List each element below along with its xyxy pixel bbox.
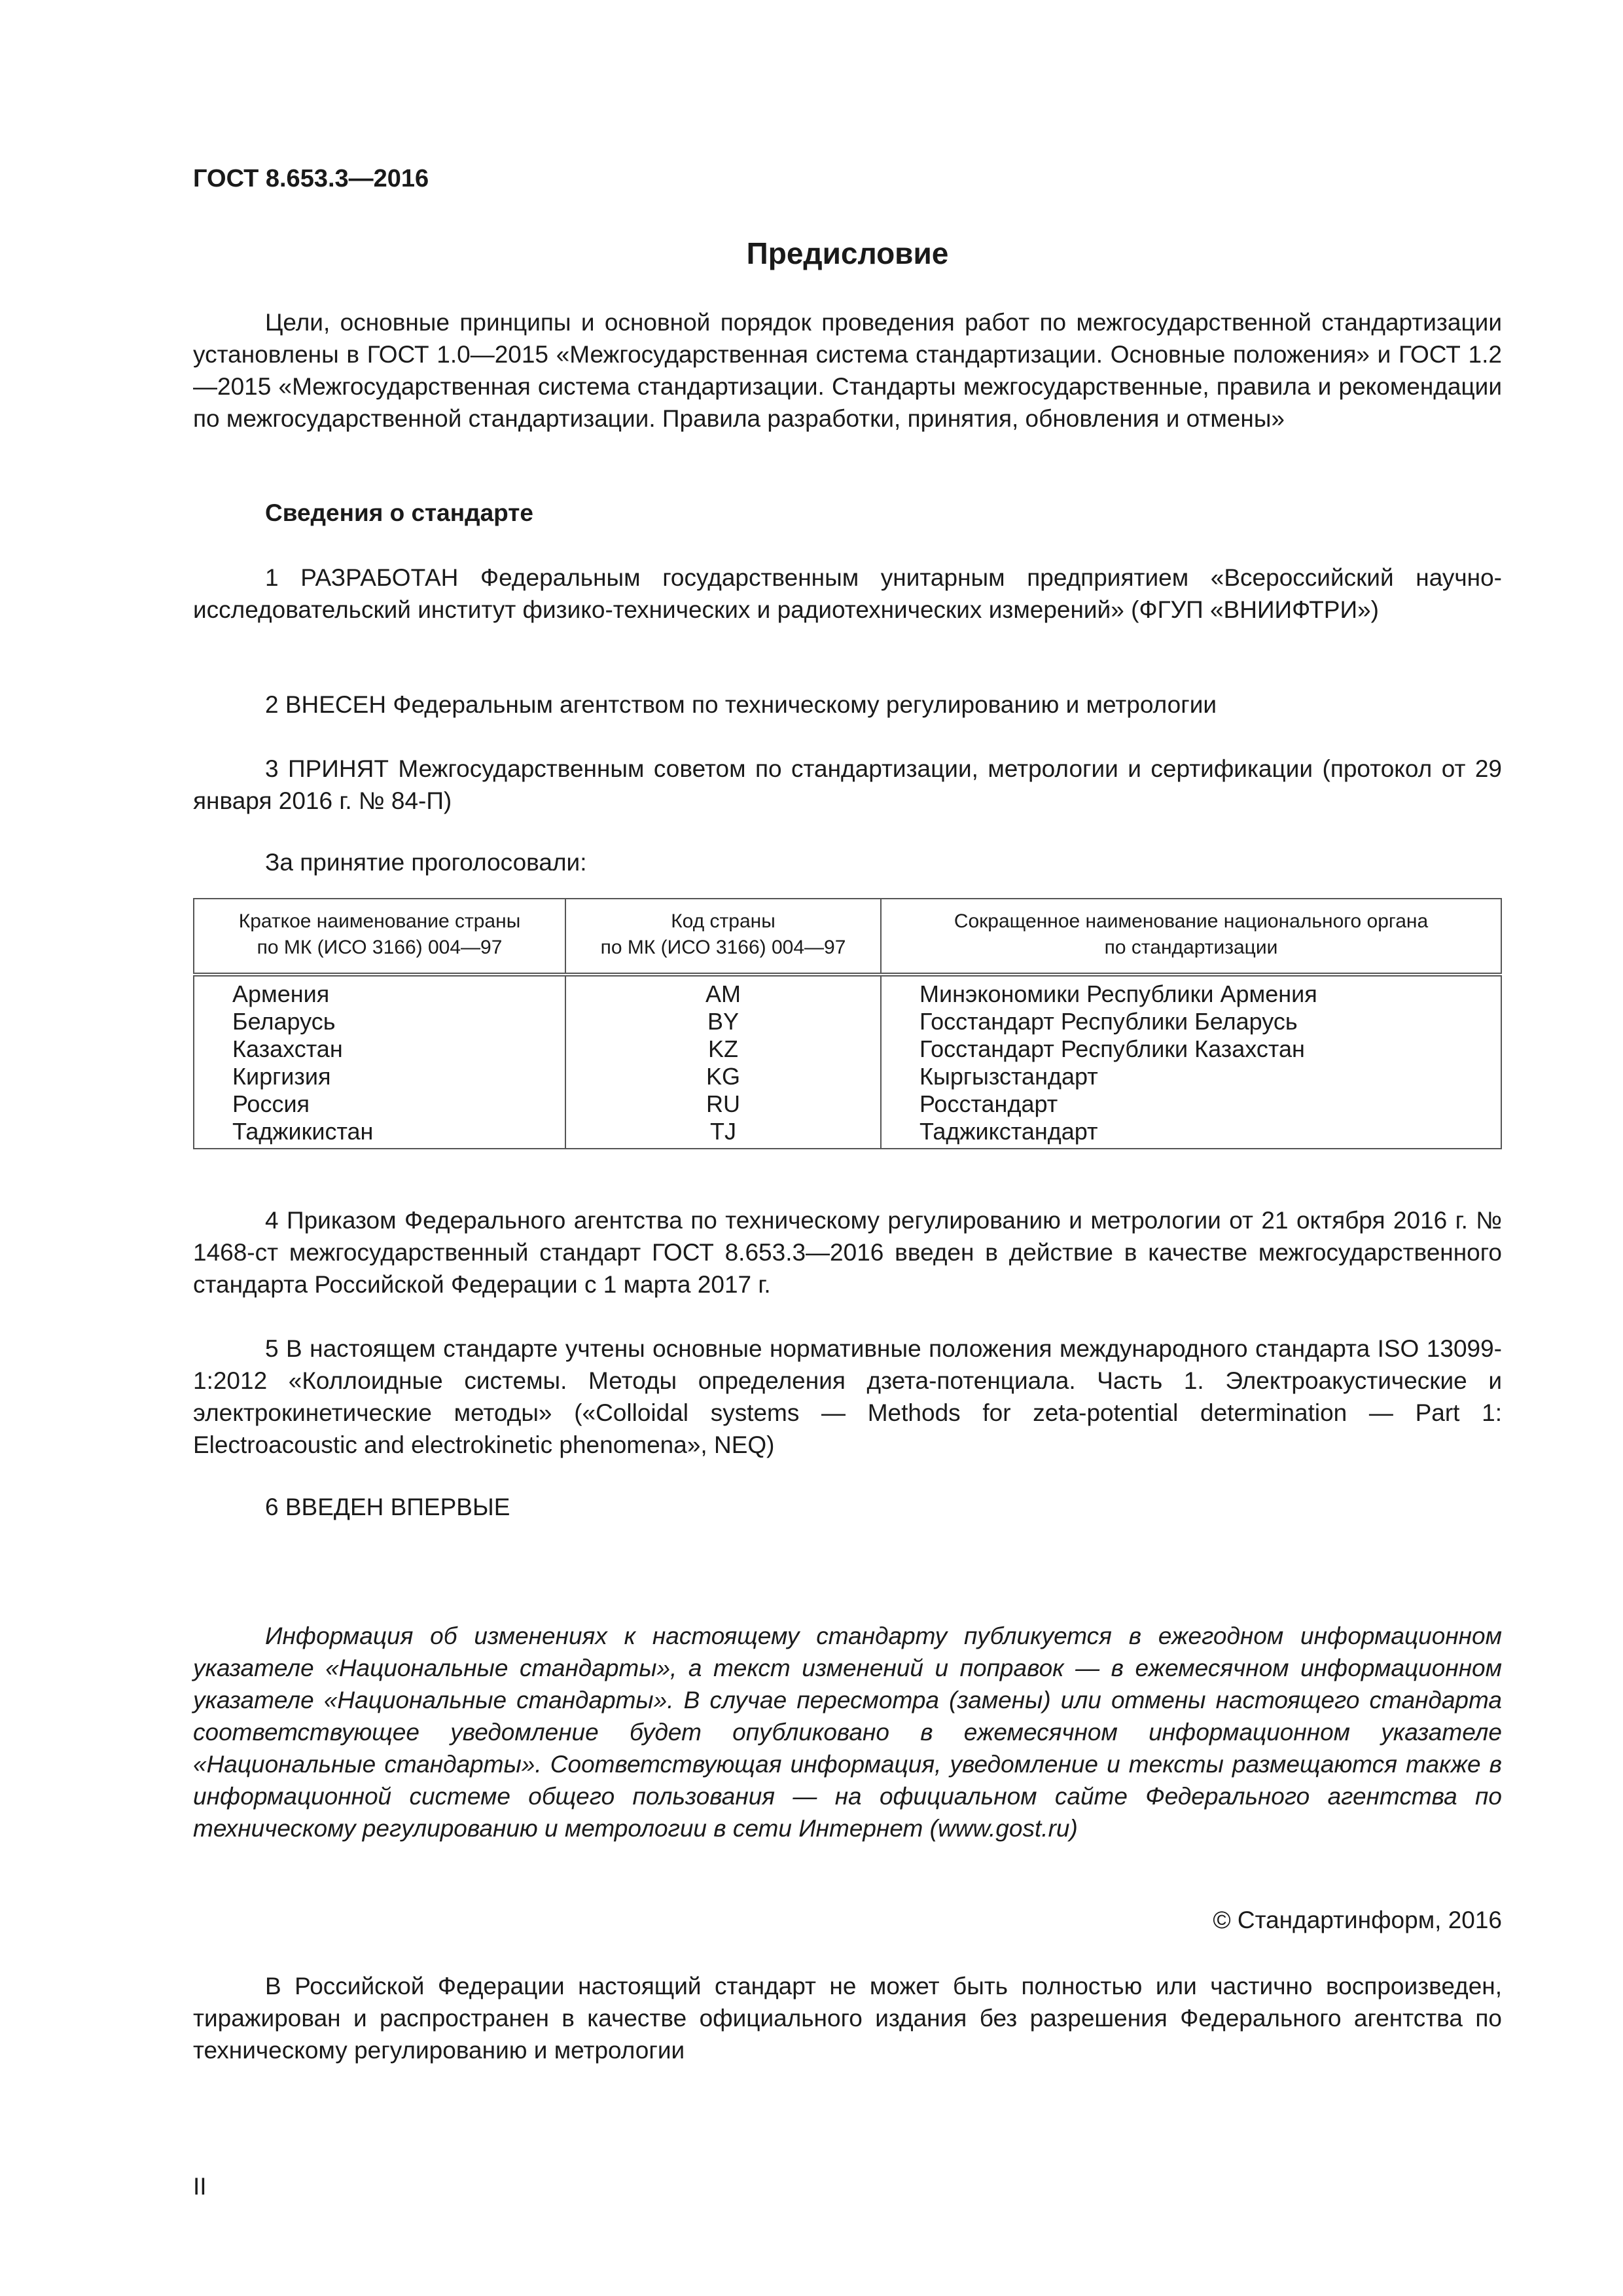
cell-code: KZ <box>565 1035 881 1063</box>
page-title: Предисловие <box>746 236 949 270</box>
table-header-row <box>194 899 1501 975</box>
info-heading: Сведения о стандарте <box>265 499 533 526</box>
cell-country: Беларусь <box>194 1008 565 1035</box>
cell-code: AM <box>565 975 881 1008</box>
cell-country: Армения <box>194 975 565 1008</box>
item-4: 4 Приказом Федерального агентства по техническому регулированию и метрологии от 21 октября 2016 г. № 1468-ст межгосударственный стандарт ГОСТ 8.653.3—2016 введен в действие в качестве межгосударственного стандарта Российской Федерации с 1 марта 2017 г. <box>193 1207 1502 1298</box>
cell-code: BY <box>565 1008 881 1035</box>
cell-body: Госстандарт Республики Беларусь <box>881 1008 1501 1035</box>
table-row <box>194 1063 1501 1090</box>
table-row <box>194 1035 1501 1063</box>
cell-body: Минэкономики Республики Армения <box>881 975 1501 1008</box>
vote-intro: За принятие проголосовали: <box>265 849 587 876</box>
cell-code: KG <box>565 1063 881 1090</box>
copyright: © Стандартинформ, 2016 <box>1213 1907 1502 1933</box>
item-1: 1 РАЗРАБОТАН Федеральным государственным унитарным предприятием «Всероссийский научно-исследовательский институт физико-технических и радиотехнических измерений» (ФГУП «ВНИИФТРИ») <box>193 564 1502 623</box>
page-number: II <box>193 2173 207 2200</box>
reproduction-restriction: В Российской Федерации настоящий стандарт не может быть полностью или частично воспроизведен, тиражирован и распространен в качестве официального издания без разрешения Федерального агентства по техническому регулированию и метрологии <box>193 1973 1502 2064</box>
changes-notice: Информация об изменениях к настоящему стандарту публикуется в ежегодном информационном указателе «Национальные стандарты», а текст изменений и поправок — в ежемесячном информационном указателе «Национальные стандарты». В случае пересмотра (замены) или отмены настоящего стандарта соответствующее уведомление будет опубликовано в ежемесячном информационном указателе «Национальные стандарты». Соответствующая информация, уведомление и тексты размещаются также в информационной системе общего пользования — на официальном сайте Федерального агентства по техническому регулированию и метрологии в сети Интернет (www.gost.ru) <box>193 1623 1502 1842</box>
cell-country: Таджикистан <box>194 1118 565 1149</box>
member-states-table <box>193 898 1502 1149</box>
cell-body: Госстандарт Республики Казахстан <box>881 1035 1501 1063</box>
cell-country: Киргизия <box>194 1063 565 1090</box>
intro-paragraph: Цели, основные принципы и основной порядок проведения работ по межгосударственной стандартизации установлены в ГОСТ 1.0—2015 «Межгосударственная система стандартизации. Основные положения» и ГОСТ 1.2—2015 «Межгосударственная система стандартизации. Стандарты межгосударственные, правила и рекомендации по межгосударственной стандартизации. Правила разработки, принятия, обновления и отмены» <box>193 309 1502 432</box>
cell-country: Казахстан <box>194 1035 565 1063</box>
column-header-body: Сокращенное наименование национального органа по стандартизации <box>881 899 1501 975</box>
cell-code: TJ <box>565 1118 881 1149</box>
cell-body: Таджикстандарт <box>881 1118 1501 1149</box>
item-2: 2 ВНЕСЕН Федеральным агентством по техническому регулированию и метрологии <box>265 691 1217 718</box>
cell-body: Кыргызстандарт <box>881 1063 1501 1090</box>
cell-body: Росстандарт <box>881 1090 1501 1118</box>
cell-code: RU <box>565 1090 881 1118</box>
item-5: 5 В настоящем стандарте учтены основные нормативные положения международного стандарта ISO 13099-1:2012 «Коллоидные системы. Методы определения дзета-потенциала. Часть 1. Электроакустические и электрокинетические методы» («Colloidal systems — Methods for zeta-potential determination — Part 1: Electroacoustic and electrokinetic phenomena», NEQ) <box>193 1335 1502 1458</box>
column-header-country: Краткое наименование страны по МК (ИСО 3166) 004—97 <box>194 899 565 975</box>
document-code: ГОСТ 8.653.3—2016 <box>193 165 429 192</box>
cell-country: Россия <box>194 1090 565 1118</box>
item-6: 6 ВВЕДЕН ВПЕРВЫЕ <box>265 1494 510 1520</box>
table-row <box>194 1008 1501 1035</box>
table-row <box>194 1090 1501 1118</box>
column-header-code: Код страны по МК (ИСО 3166) 004—97 <box>565 899 881 975</box>
table-row <box>194 1118 1501 1149</box>
table-row <box>194 975 1501 1008</box>
item-3: 3 ПРИНЯТ Межгосударственным советом по стандартизации, метрологии и сертификации (протокол от 29 января 2016 г. № 84-П) <box>193 755 1502 814</box>
